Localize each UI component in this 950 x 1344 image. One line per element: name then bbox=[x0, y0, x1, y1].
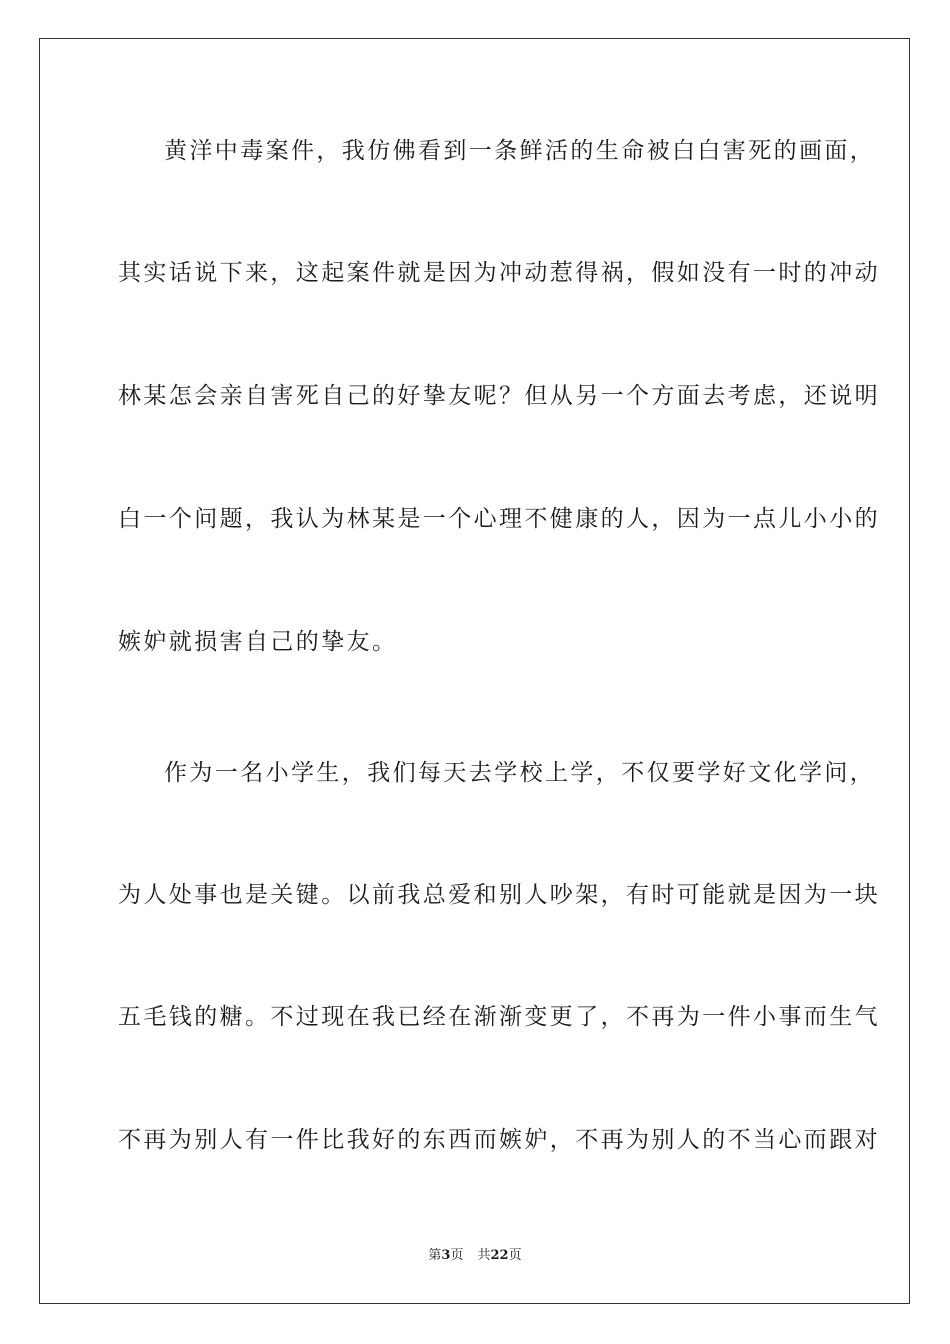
page-number-current: 3 bbox=[441, 1248, 451, 1263]
paragraph-line: 其实话说下来，这起案件就是因为冲动惹得祸，假如没有一时的冲动 bbox=[118, 260, 880, 286]
page-footer bbox=[0, 1247, 950, 1265]
paragraph-line: 白一个问题，我认为林某是一个心理不健康的人，因为一点儿小小的 bbox=[118, 506, 880, 532]
paragraph-line: 林某怎会亲自害死自己的好挚友呢？但从另一个方面去考虑，还说明 bbox=[118, 383, 880, 409]
page-total-prefix: 共 bbox=[477, 1248, 491, 1263]
page-total-count: 22 bbox=[490, 1248, 509, 1263]
paragraph-line: 黄洋中毒案件，我仿佛看到一条鲜活的生命被白白害死的画面， bbox=[164, 138, 876, 164]
paragraph-line: 五毛钱的糖。不过现在我已经在渐渐变更了，不再为一件小事而生气 bbox=[118, 1004, 880, 1030]
paragraph-line: 作为一名小学生，我们每天去学校上学，不仅要学好文化学问， bbox=[164, 760, 876, 786]
paragraph-line: 嫉妒就损害自己的挚友。 bbox=[118, 629, 398, 655]
paragraph-line: 为人处事也是关键。以前我总爱和别人吵架，有时可能就是因为一块 bbox=[118, 882, 880, 908]
page-border bbox=[39, 38, 910, 1304]
page-number-suffix: 页 bbox=[450, 1248, 464, 1263]
paragraph-line: 不再为别人有一件比我好的东西而嫉妒，不再为别人的不当心而跟对 bbox=[118, 1127, 880, 1153]
page-total-suffix: 页 bbox=[508, 1248, 522, 1263]
page-number-prefix: 第 bbox=[428, 1248, 442, 1263]
